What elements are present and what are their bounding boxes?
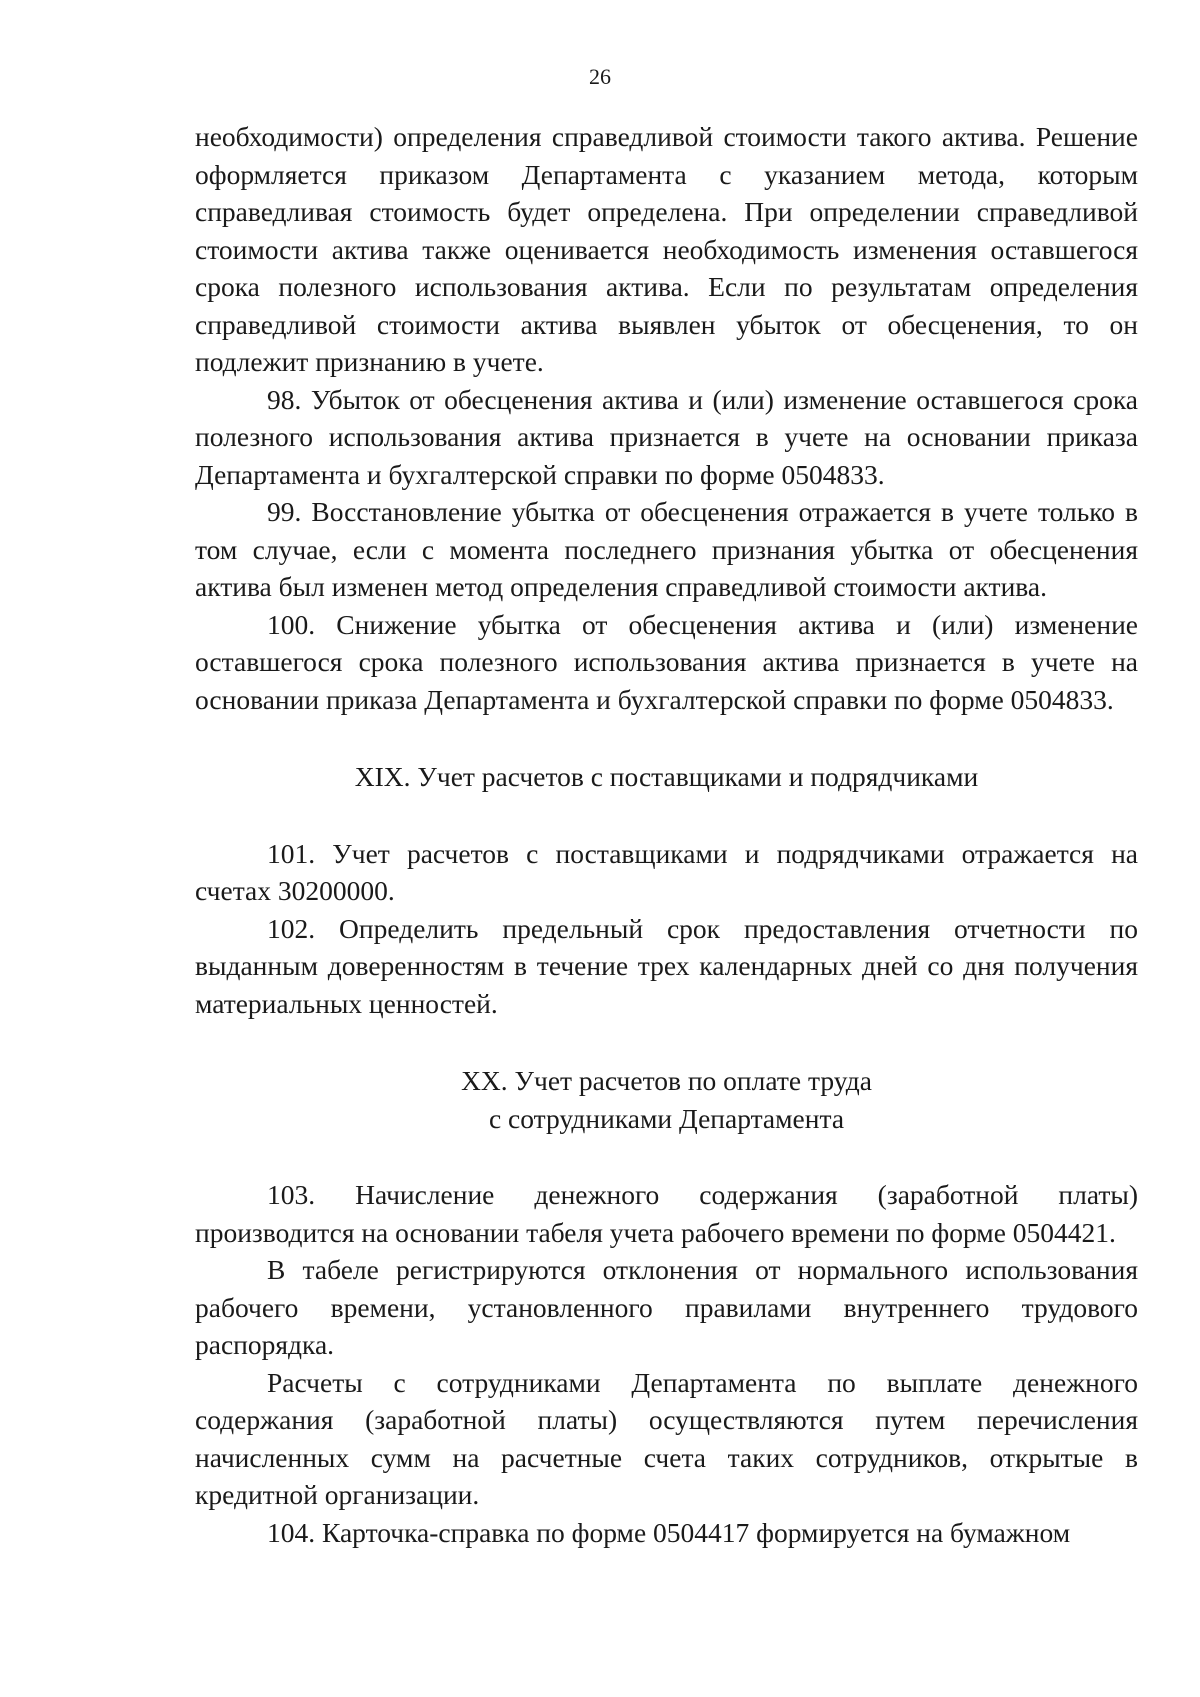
paragraph-103: 103. Начисление денежного содержания (заработной платы) производится на основании табеля учета рабочего времени по форме 0504421. [195, 1179, 1138, 1248]
section-heading-xx [195, 1062, 1138, 1137]
paragraph-103-payments: Расчеты с сотрудниками Департамента по выплате денежного содержания (заработной платы) осуществляются путем перечисления начисленных сумм на расчетные счета таких сотрудников, открытые в кредитной организации. [195, 1366, 1138, 1510]
paragraph-99: 99. Восстановление убытка от обесценения отражается в учете только в том случае, если с момента последнего признания убытка от обесценения актива был изменен метод определения справедливой стоимости актива. [195, 496, 1138, 602]
paragraph-103-timesheet: В табеле регистрируются отклонения от нормального использования рабочего времени, установленного правилами внутреннего трудового распорядка. [195, 1254, 1138, 1360]
page-number: 26 [589, 64, 611, 89]
paragraph-101: 101. Учет расчетов с поставщиками и подрядчиками отражается на счетах 30200000. [195, 837, 1138, 906]
section-heading-xx-line-1: XX. Учет расчетов по оплате труда [461, 1065, 872, 1096]
paragraph-98: 98. Убыток от обесценения актива и (или) изменение оставшегося срока полезного использования актива признается в учете на основании приказа Департамента и бухгалтерской справки по форме 0504833. [195, 383, 1138, 490]
paragraph-continuation: необходимости) определения справедливой стоимости такого актива. Решение оформляется приказом Департамента с указанием метода, которым справедливая стоимость будет определена. При определении справедливой стоимости актива также оценивается необходимость изменения оставшегося срока полезного использования актива. Если по результатам определения справедливой стоимости актива выявлен убыток от обесценения, то он подлежит признанию в учете. [195, 121, 1138, 377]
section-heading-xix: XIX. Учет расчетов с поставщиками и подрядчиками [354, 761, 979, 792]
paragraph-102: 102. Определить предельный срок предоставления отчетности по выданным доверенностям в течение трех календарных дней со дня получения материальных ценностей. [195, 912, 1138, 1019]
document-body [195, 118, 1138, 1551]
paragraph-100: 100. Снижение убытка от обесценения актива и (или) изменение оставшегося срока полезного использования актива признается в учете на основании приказа Департамента и бухгалтерской справки по форме 0504833. [195, 608, 1138, 715]
paragraph-104: 104. Карточка-справка по форме 0504417 формируется на бумажном [267, 1516, 1071, 1548]
section-heading-xx-line-2: с сотрудниками Департамента [488, 1102, 845, 1134]
